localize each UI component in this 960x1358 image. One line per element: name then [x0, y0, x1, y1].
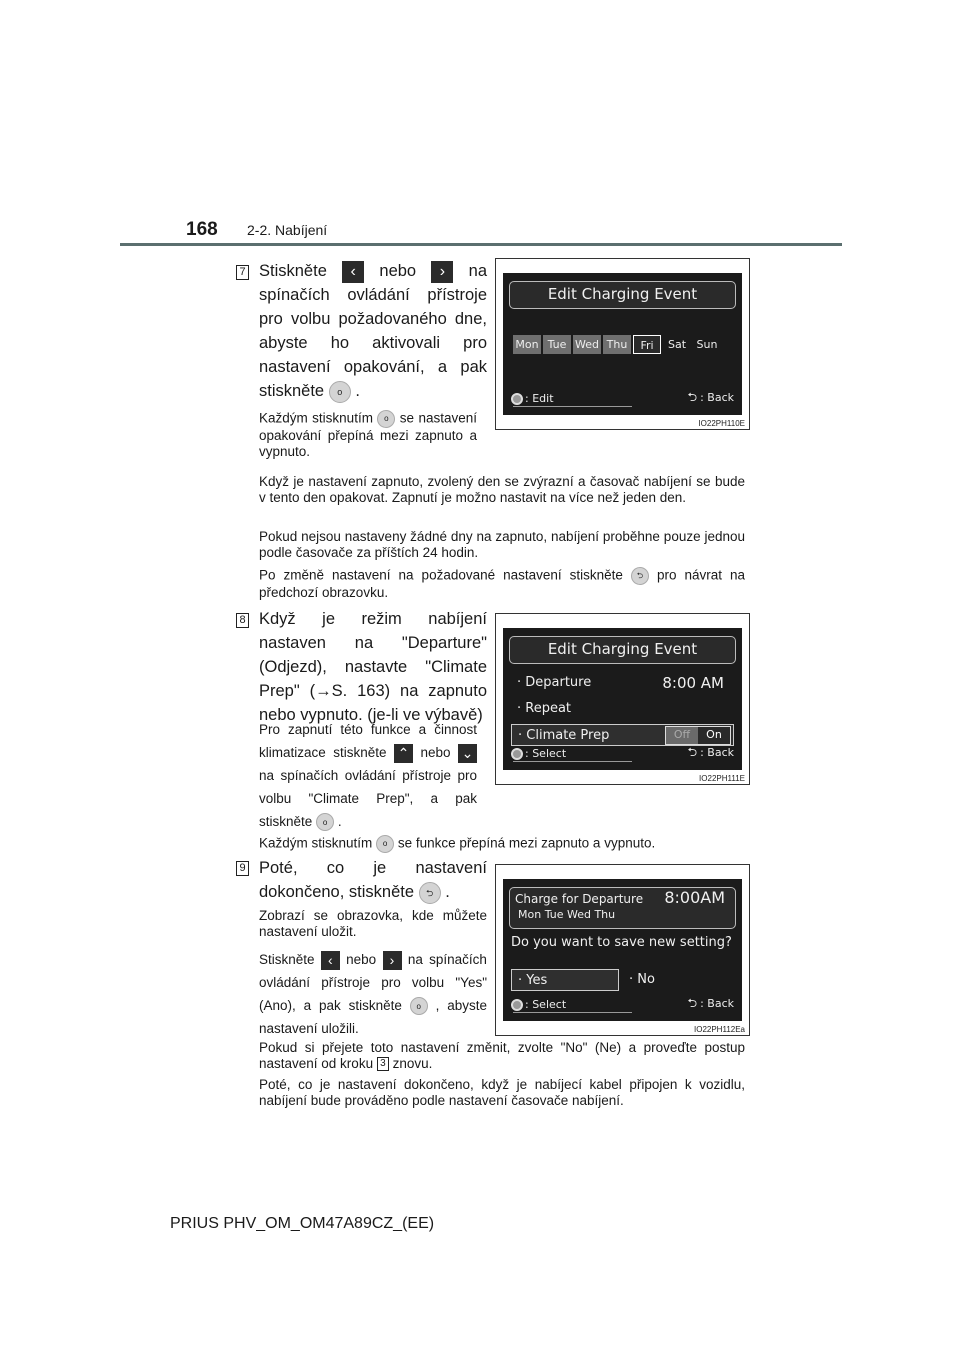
dial-icon	[511, 393, 523, 405]
image-code: IO22PH111E	[699, 774, 745, 783]
back-hint: ⮌ : Back	[687, 996, 734, 1010]
step-reference-marker: 3	[377, 1057, 389, 1071]
step-9-note-1: Zobrazí se obrazovka, kde můžete nastavení uložit.	[259, 908, 487, 939]
day-sat[interactable]: Sat	[667, 338, 687, 351]
step-9-note-2: Stiskněte ‹ nebo › na spínačích ovládání přístroje pro volbu "Yes" (Ano), a pak stiskněte o , abyste nastavení uložili.	[259, 951, 487, 1036]
ok-button-icon: o	[316, 813, 334, 831]
left-arrow-icon: ‹	[342, 261, 364, 283]
screenshot-climate-prep	[495, 613, 750, 785]
day-mon[interactable]: Mon	[513, 335, 541, 354]
departure-row[interactable]: · Departure 8:00 AM	[517, 674, 724, 692]
right-arrow-icon: ›	[431, 261, 453, 283]
screenshot-save-setting	[495, 864, 750, 1036]
select-hint: : Select	[511, 998, 566, 1011]
day-selector	[513, 335, 723, 354]
select-hint: : Select	[511, 747, 566, 760]
step-9-text: Poté, co je nastavení dokončeno, stiskněte ⮌ .	[259, 856, 487, 904]
day-tue[interactable]: Tue	[543, 335, 571, 354]
day-sun[interactable]: Sun	[696, 338, 718, 351]
departure-time: 8:00 AM	[662, 674, 724, 692]
step-7-note-3: Pokud nejsou nastaveny žádné dny na zapnuto, nabíjení proběhne pouze jednou podle časovače za příštích 24 hodin.	[259, 529, 745, 560]
step-9-note-4: Poté, co je nastavení dokončeno, když je nabíjecí kabel připojen k vozidlu, nabíjení bude prováděno podle nastavení časovače nabíjení.	[259, 1077, 745, 1108]
day-wed[interactable]: Wed	[573, 335, 601, 354]
ok-button-icon: o	[376, 835, 394, 853]
step-8-note-1: Pro zapnutí této funkce a činnost klimatizace stiskněte ⌃ nebo ⌄ na spínačích ovládání přístroje pro volbu "Climate Prep", a pak stiskněte o .	[259, 718, 477, 833]
step-8-text: Když je režim nabíjení nastaven na "Departure" (Odjezd), nastavte "Climate Prep" (→S. 163) na zapnuto nebo vypnuto. (je-li ve výbavě)	[259, 610, 487, 724]
back-button-icon: ⮌	[419, 882, 441, 904]
save-question: Do you want to save new setting?	[511, 935, 732, 950]
step-9-note-3: Pokud si přejete toto nastavení změnit, zvolte "No" (Ne) a proveďte postup nastavení od kroku 3 znovu.	[259, 1040, 745, 1071]
down-arrow-icon: ⌄	[458, 744, 477, 763]
ok-button-icon: o	[377, 410, 395, 428]
left-arrow-icon: ‹	[321, 951, 340, 970]
step-8-marker: 8	[236, 613, 249, 628]
back-hint: ⮌ : Back	[687, 390, 734, 404]
ok-button-icon: o	[329, 381, 351, 403]
ok-button-icon: o	[410, 997, 428, 1015]
no-option[interactable]: · No	[629, 972, 655, 987]
dial-icon	[511, 748, 523, 760]
day-fri[interactable]: Fri	[633, 335, 661, 354]
back-icon: ⮌	[687, 745, 698, 759]
back-icon: ⮌	[687, 390, 698, 404]
toggle-off[interactable]: Off	[666, 727, 698, 744]
screenshot-edit-days	[495, 258, 750, 430]
repeat-row[interactable]: · Repeat	[517, 701, 572, 716]
up-arrow-icon: ⌃	[394, 744, 413, 763]
document-code: PRIUS PHV_OM_OM47A89CZ_(EE)	[170, 1215, 435, 1232]
step-7-note-2: Když je nastavení zapnuto, zvolený den se zvýrazní a časovač nabíjení se bude v tento den opakovat. Zapnutí je možno nastavit na více než jeden den.	[259, 474, 745, 505]
back-icon: ⮌	[687, 996, 698, 1010]
yes-option[interactable]: · Yes	[511, 969, 619, 991]
day-thu[interactable]: Thu	[603, 335, 631, 354]
step-7-text: Stiskněte ‹ nebo › na spínačích ovládání přístroje pro volbu požadovaného dne, abyste ho aktivovali pro nastavení opakování, a pak stiskněte o .	[259, 259, 487, 403]
climate-prep-row[interactable]: · Climate Prep Off On	[511, 724, 734, 746]
toggle-on[interactable]: On	[698, 727, 730, 744]
page-number: 168	[186, 219, 218, 240]
back-hint: ⮌ : Back	[687, 745, 734, 759]
footer-line	[513, 761, 632, 762]
image-code: IO22PH110E	[698, 419, 745, 428]
edit-hint: : Edit	[511, 392, 554, 405]
right-arrow-icon: ›	[383, 951, 402, 970]
step-8-note-2: Každým stisknutím o se funkce přepíná mezi zapnuto a vypnuto.	[259, 835, 745, 853]
screen-title: Edit Charging Event	[509, 281, 736, 309]
step-7-note-1: Každým stisknutím o se nastavení opakování přepíná mezi zapnuto a vypnuto.	[259, 410, 477, 459]
section-title: 2-2. Nabíjení	[247, 222, 328, 238]
step-7-note-4: Po změně nastavení na požadované nastavení stiskněte ⮌ pro návrat na předchozí obrazovku.	[259, 567, 745, 600]
footer-line	[513, 406, 632, 407]
header-rule	[120, 243, 842, 246]
step-9-marker: 9	[236, 861, 249, 876]
footer-line	[513, 1012, 632, 1013]
back-button-icon: ⮌	[631, 567, 649, 585]
step-7-marker: 7	[236, 265, 249, 280]
screen-title: Edit Charging Event	[509, 636, 736, 664]
image-code: IO22PH112Ea	[694, 1025, 745, 1034]
charge-summary: Charge for Departure 8:00AM Mon Tue Wed Thu	[509, 887, 736, 929]
dial-icon	[511, 999, 523, 1011]
